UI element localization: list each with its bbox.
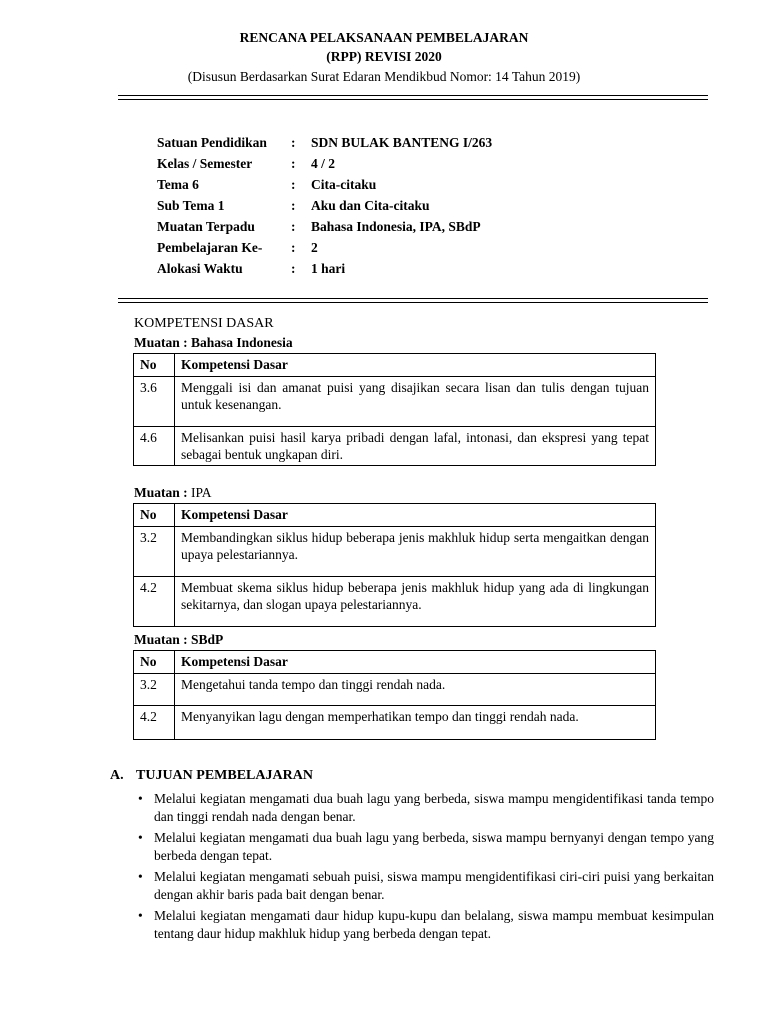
- list-item-text: Melalui kegiatan mengamati daur hidup kupu-kupu dan belalang, siswa mampu membuat kesimpulan tentang daur hidup makhluk hidup yang berbeda dengan tepat.: [154, 908, 714, 941]
- col-kd-header: Kompetensi Dasar: [175, 651, 656, 674]
- info-colon: :: [291, 135, 296, 150]
- kd-number: 3.2: [134, 527, 175, 577]
- info-row: [157, 237, 492, 258]
- bullet-icon: •: [138, 791, 143, 806]
- list-item: [134, 829, 714, 865]
- info-colon: :: [291, 177, 296, 192]
- info-label: Sub Tema 1: [157, 198, 225, 213]
- list-item: [134, 868, 714, 904]
- info-label: Pembelajaran Ke-: [157, 240, 263, 255]
- info-label: Satuan Pendidikan: [157, 135, 267, 150]
- document-subtitle: (RPP) REVISI 2020: [326, 49, 442, 64]
- table-header-row: [134, 504, 656, 527]
- kd-table-ipa: [133, 503, 656, 627]
- identity-block: [157, 132, 492, 279]
- muatan-prefix: Muatan :: [134, 335, 191, 350]
- kd-text: Membuat skema siklus hidup beberapa jenis makhluk hidup yang ada di lingkungan sekitarnya, dan slogan upaya pelestariannya.: [175, 577, 656, 627]
- info-label: Tema 6: [157, 177, 199, 192]
- list-item-text: Melalui kegiatan mengamati dua buah lagu yang berbeda, siswa mampu mengidentifikasi tanda tempo dan tinggi rendah nada dengan benar.: [154, 791, 714, 824]
- kd-text: Menggali isi dan amanat puisi yang disajikan secara lisan dan tulis dengan tujuan untuk kesenangan.: [175, 377, 656, 427]
- info-value: Aku dan Cita-citaku: [311, 198, 430, 213]
- info-value: 2: [311, 240, 318, 255]
- col-kd-header: Kompetensi Dasar: [175, 354, 656, 377]
- info-value: Bahasa Indonesia, IPA, SBdP: [311, 219, 481, 234]
- bullet-icon: •: [138, 830, 143, 845]
- table-row: [134, 706, 656, 740]
- muatan-label: [134, 485, 212, 501]
- kd-number: 3.2: [134, 674, 175, 706]
- list-item-text: Melalui kegiatan mengamati sebuah puisi, siswa mampu mengidentifikasi ciri-ciri puisi yang berkaitan dengan akhir baris pada bait dengan benar.: [154, 869, 714, 902]
- col-no-header: No: [134, 651, 175, 674]
- section-tujuan-heading: [110, 768, 313, 784]
- list-item: [134, 790, 714, 826]
- table-row: [134, 527, 656, 577]
- kd-text: Melisankan puisi hasil karya pribadi dengan lafal, intonasi, dan ekspresi yang tepat sebagai bentuk ungkapan diri.: [175, 427, 656, 466]
- list-item-text: Melalui kegiatan mengamati dua buah lagu yang berbeda, siswa mampu bernyanyi dengan tempo yang berbeda dengan tepat.: [154, 830, 714, 863]
- info-colon: :: [291, 198, 296, 213]
- info-value: Cita-citaku: [311, 177, 377, 192]
- kompetensi-dasar-heading: KOMPETENSI DASAR: [134, 316, 274, 331]
- table-header-row: [134, 651, 656, 674]
- document-note: (Disusun Berdasarkan Surat Edaran Mendikbud Nomor: 14 Tahun 2019): [187, 69, 581, 84]
- info-colon: :: [291, 156, 296, 171]
- info-label: Alokasi Waktu: [157, 261, 243, 276]
- info-value: 4 / 2: [311, 156, 336, 171]
- info-row: [157, 258, 492, 279]
- col-no-header: No: [134, 354, 175, 377]
- info-row: [157, 195, 492, 216]
- muatan-subject: IPA: [191, 485, 212, 500]
- info-colon: :: [291, 240, 296, 255]
- info-label: Muatan Terpadu: [157, 219, 255, 234]
- kd-number: 4.2: [134, 577, 175, 627]
- info-value: SDN BULAK BANTENG I/263: [311, 135, 493, 150]
- muatan-prefix: Muatan :: [134, 632, 191, 647]
- kd-text: Mengetahui tanda tempo dan tinggi rendah nada.: [175, 674, 656, 706]
- info-row: [157, 174, 492, 195]
- kd-number: 3.6: [134, 377, 175, 427]
- col-kd-header: Kompetensi Dasar: [175, 504, 656, 527]
- info-value: 1 hari: [311, 261, 346, 276]
- kd-number: 4.2: [134, 706, 175, 740]
- muatan-subject: Bahasa Indonesia: [191, 335, 293, 350]
- table-row: [134, 674, 656, 706]
- muatan-prefix: Muatan :: [134, 485, 191, 500]
- muatan-label: [134, 632, 223, 648]
- table-header-row: [134, 354, 656, 377]
- kd-text: Menyanyikan lagu dengan memperhatikan tempo dan tinggi rendah nada.: [175, 706, 656, 740]
- col-no-header: No: [134, 504, 175, 527]
- muatan-label: [134, 335, 293, 351]
- table-row: [134, 427, 656, 466]
- table-row: [134, 577, 656, 627]
- bullet-icon: •: [138, 908, 143, 923]
- info-row: [157, 153, 492, 174]
- kd-number: 4.6: [134, 427, 175, 466]
- info-row: [157, 216, 492, 237]
- muatan-subject: SBdP: [191, 632, 224, 647]
- section-title: TUJUAN PEMBELAJARAN: [136, 768, 313, 783]
- double-separator-bottom: [118, 298, 708, 303]
- info-row: [157, 132, 492, 153]
- table-row: [134, 377, 656, 427]
- bullet-icon: •: [138, 869, 143, 884]
- kd-table-sbdp: [133, 650, 656, 740]
- document-title: RENCANA PELAKSANAAN PEMBELAJARAN: [239, 30, 529, 45]
- info-colon: :: [291, 219, 296, 234]
- info-colon: :: [291, 261, 296, 276]
- info-label: Kelas / Semester: [157, 156, 253, 171]
- kd-text: Membandingkan siklus hidup beberapa jenis makhluk hidup serta mengaitkan dengan upaya pelestariannya.: [175, 527, 656, 577]
- double-separator-top: [118, 95, 708, 100]
- list-item: [134, 907, 714, 943]
- tujuan-list: [134, 790, 714, 946]
- section-letter: A.: [110, 768, 124, 783]
- kd-table-bahasa-indonesia: [133, 353, 656, 466]
